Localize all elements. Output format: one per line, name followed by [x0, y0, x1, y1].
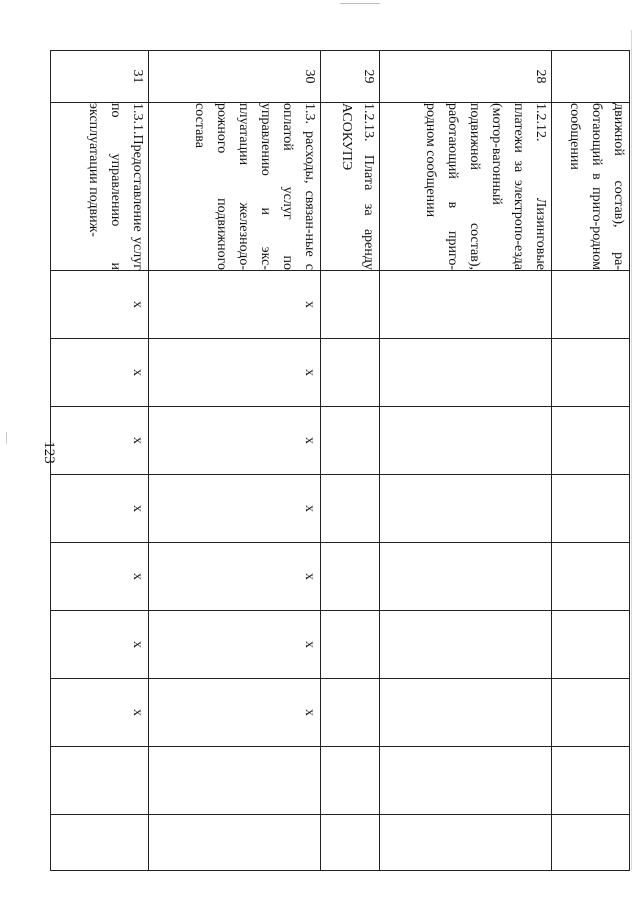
- row-mark: [321, 543, 379, 611]
- row-mark: [321, 339, 379, 407]
- row-mark: [379, 543, 551, 611]
- rotated-page: [50, 50, 630, 870]
- row-mark: х: [51, 475, 149, 543]
- row-mark: [51, 747, 149, 815]
- row-mark: [379, 611, 551, 679]
- row-mark: [551, 543, 629, 611]
- row-mark: [551, 747, 629, 815]
- row-mark: [551, 475, 629, 543]
- row-mark: х: [51, 271, 149, 339]
- row-mark: [51, 815, 149, 871]
- row-mark: х: [148, 271, 320, 339]
- row-mark: [379, 815, 551, 871]
- row-number: 30: [148, 51, 320, 103]
- row-number: 31: [51, 51, 149, 103]
- row-mark: х: [148, 339, 320, 407]
- row-mark: [379, 271, 551, 339]
- row-description: движной состав), ра-ботающий в приго-родном сообщении: [551, 103, 629, 271]
- row-description: 1.2.12. Лизинговые платежи за электропо-езда (мотор-вагонный подвижной состав), работающий в приго-родном сообщении: [379, 103, 551, 271]
- row-number: 28: [379, 51, 551, 103]
- scan-artifact-left: [6, 432, 7, 444]
- row-mark: [321, 475, 379, 543]
- row-mark: х: [148, 475, 320, 543]
- row-description: 1.2.13. Плата за аренду АСОКУПЭ: [321, 103, 379, 271]
- scan-artifact-right: [631, 30, 632, 870]
- table-row: [148, 51, 320, 871]
- scan-artifact-top: [340, 3, 380, 4]
- row-mark: х: [51, 407, 149, 475]
- row-mark: [379, 407, 551, 475]
- table-row: [551, 51, 629, 871]
- row-mark: [148, 815, 320, 871]
- row-mark: х: [148, 611, 320, 679]
- row-mark: [551, 407, 629, 475]
- row-number: [551, 51, 629, 103]
- row-mark: [379, 475, 551, 543]
- row-mark: [321, 407, 379, 475]
- row-mark: [551, 679, 629, 747]
- row-description: 1.3.1.Предоставление услуг по управлению и эксплуатации подвиж-: [51, 103, 149, 271]
- row-mark: [321, 611, 379, 679]
- row-mark: х: [51, 611, 149, 679]
- row-mark: [321, 815, 379, 871]
- row-mark: [379, 339, 551, 407]
- row-mark: [148, 747, 320, 815]
- row-mark: [379, 747, 551, 815]
- table-row: [51, 51, 149, 871]
- row-mark: х: [51, 339, 149, 407]
- row-mark: [379, 679, 551, 747]
- row-mark: х: [51, 543, 149, 611]
- page-number: 123: [41, 441, 57, 464]
- row-mark: х: [148, 679, 320, 747]
- row-mark: [551, 339, 629, 407]
- row-mark: [551, 815, 629, 871]
- row-mark: [551, 611, 629, 679]
- data-table: [50, 50, 630, 871]
- row-mark: [321, 747, 379, 815]
- row-mark: х: [148, 543, 320, 611]
- row-description: 1.3. расходы, связан-ные с оплатой услуг по управлению и экс-плуатации железнодо-рожного подвижного состава: [148, 103, 320, 271]
- row-mark: [321, 271, 379, 339]
- row-mark: [321, 679, 379, 747]
- table-row: [379, 51, 551, 871]
- row-mark: х: [51, 679, 149, 747]
- row-mark: [551, 271, 629, 339]
- row-mark: х: [148, 407, 320, 475]
- row-number: 29: [321, 51, 379, 103]
- table-row: [321, 51, 379, 871]
